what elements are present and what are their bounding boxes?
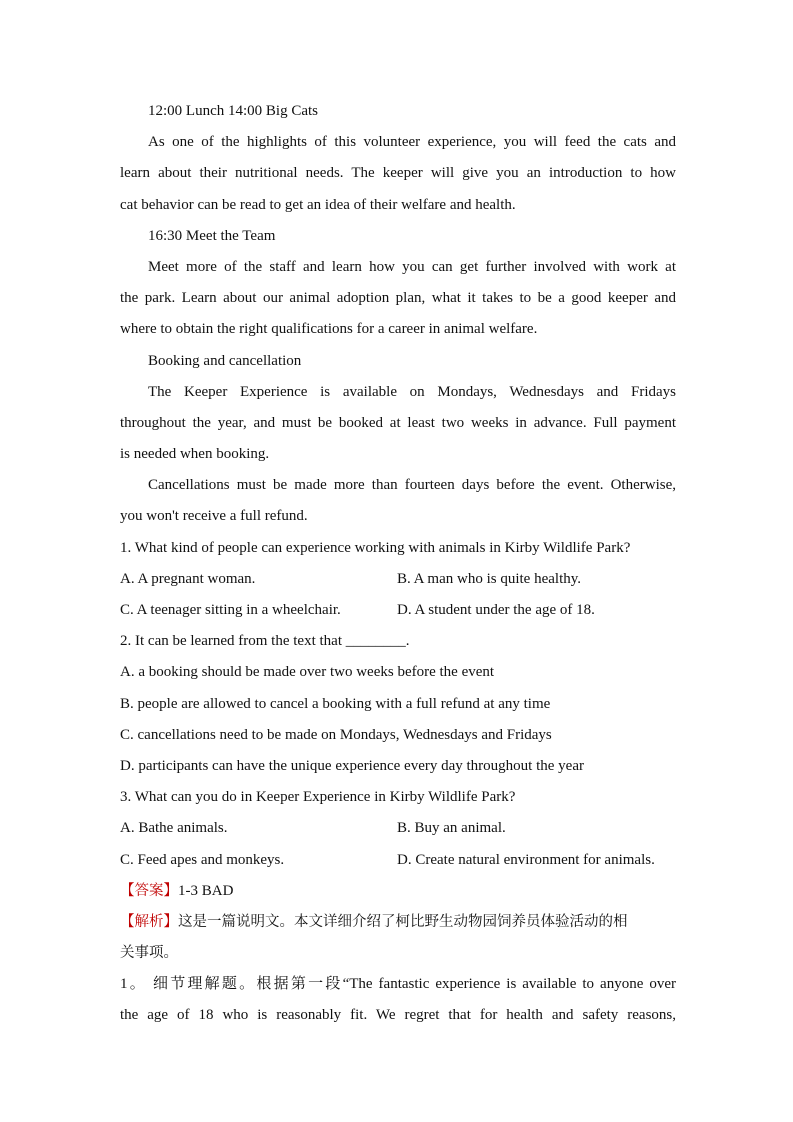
option-c: C. A teenager sitting in a wheelchair.: [120, 602, 341, 618]
answer-tag: 【答案】: [120, 882, 178, 899]
question-1-options-row: [120, 595, 676, 626]
paragraph-line: the park. Learn about our animal adoption plan, what it takes to be a good keeper and: [120, 290, 676, 307]
option-d: D. Create natural environment for animals.: [397, 851, 655, 868]
option-b: B. people are allowed to cancel a booking with a full refund at any time: [120, 695, 551, 712]
question-3-options-row: [120, 813, 676, 844]
answer-value: 1-3 BAD: [178, 882, 234, 899]
schedule-lunch-big-cats: 12:00 Lunch 14:00 Big Cats: [148, 103, 318, 119]
analysis-tag: 【解析】: [120, 913, 178, 930]
option-d: D. participants can have the unique experience every day throughout the year: [120, 757, 584, 774]
analysis-item-1: 1。 细节理解题。根据第一段“The fantastic experience is available to anyone over: [120, 976, 676, 993]
schedule-meet-team: 16:30 Meet the Team: [148, 227, 276, 244]
analysis-item-1-continued: the age of 18 who is reasonably fit. We regret that for health and safety reasons,: [120, 1007, 676, 1024]
paragraph-line: The Keeper Experience is available on Mondays, Wednesdays and Fridays: [148, 383, 676, 400]
paragraph-line: where to obtain the right qualifications for a career in animal welfare.: [120, 321, 538, 338]
booking-heading: Booking and cancellation: [148, 352, 302, 369]
paragraph-line: As one of the highlights of this volunteer experience, you will feed the cats and: [148, 134, 676, 151]
paragraph-line: you won't receive a full refund.: [120, 508, 308, 525]
paragraph-line: Meet more of the staff and learn how you can get further involved with work at: [148, 258, 676, 275]
option-d: D. A student under the age of 18.: [397, 602, 595, 618]
analysis-text: 这是一篇说明文。本文详细介绍了柯比野生动物园饲养员体验活动的相: [178, 913, 628, 930]
question-3-options-row: [120, 845, 676, 876]
paragraph-line: cat behavior can be read to get an idea of their welfare and health.: [120, 196, 516, 213]
paragraph-line: learn about their nutritional needs. The keeper will give you an introduction to how: [120, 165, 676, 182]
paragraph-line: is needed when booking.: [120, 446, 270, 463]
option-c: C. cancellations need to be made on Mondays, Wednesdays and Fridays: [120, 726, 552, 743]
answer-line: [120, 876, 676, 907]
paragraph-line: Cancellations must be made more than fourteen days before the event. Otherwise,: [148, 477, 676, 494]
analysis-text-continued: 关事项。: [120, 945, 178, 962]
option-c: C. Feed apes and monkeys.: [120, 851, 285, 868]
option-a: A. a booking should be made over two weeks before the event: [120, 664, 495, 681]
option-b: B. A man who is quite healthy.: [397, 570, 582, 587]
question-3-stem: 3. What can you do in Keeper Experience in Kirby Wildlife Park?: [120, 789, 516, 806]
option-a: A. Bathe animals.: [120, 820, 228, 837]
document-page: [120, 96, 676, 1032]
question-2-stem: 2. It can be learned from the text that ________.: [120, 633, 410, 650]
option-b: B. Buy an animal.: [397, 820, 506, 837]
question-1-options-row: [120, 564, 676, 595]
analysis-line: [120, 907, 676, 938]
question-1-stem: 1. What kind of people can experience working with animals in Kirby Wildlife Park?: [120, 539, 631, 556]
paragraph-line: throughout the year, and must be booked at least two weeks in advance. Full payment: [120, 414, 676, 431]
option-a: A. A pregnant woman.: [120, 570, 256, 587]
